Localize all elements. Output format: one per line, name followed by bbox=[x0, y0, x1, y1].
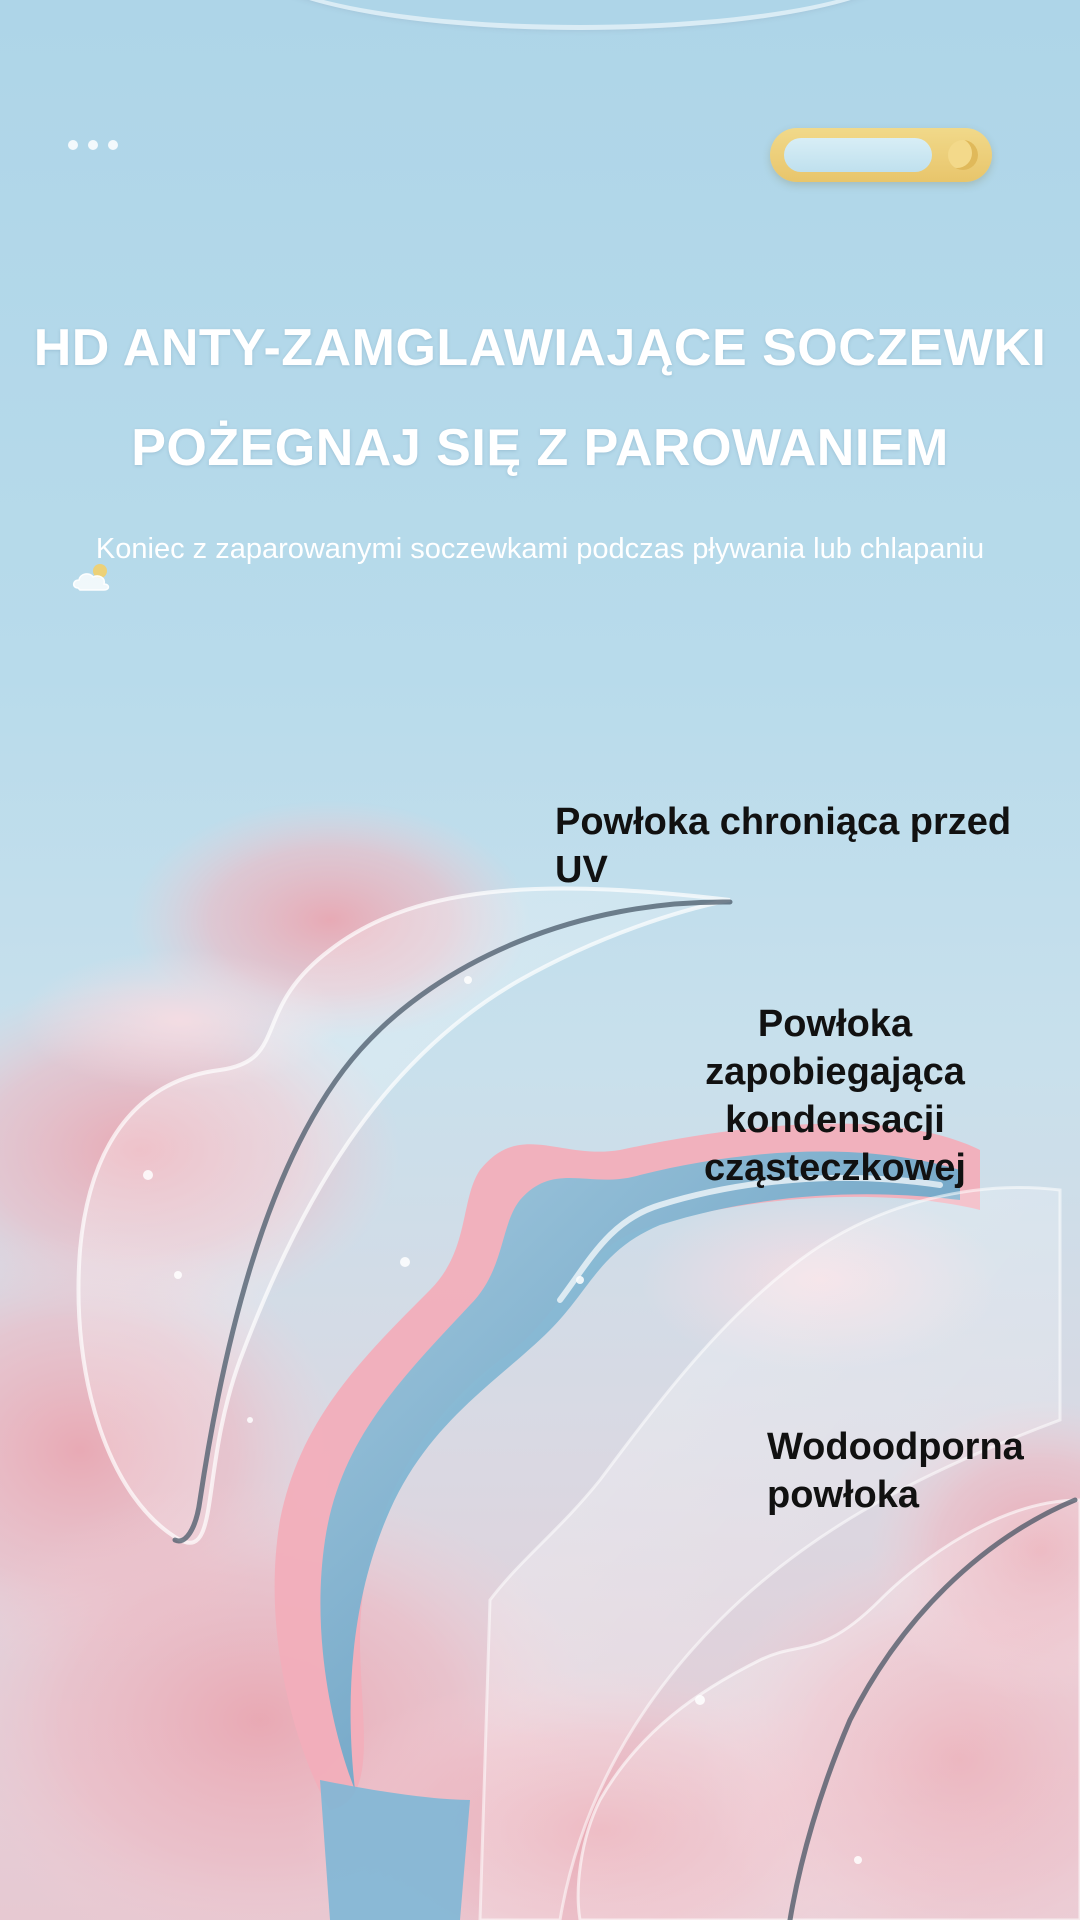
feature-label-line: UV bbox=[555, 849, 608, 891]
feature-label-line: cząsteczkowej bbox=[704, 1147, 966, 1189]
feature-label-line: Powłoka chroniąca przed bbox=[555, 801, 1012, 843]
dot bbox=[88, 140, 98, 150]
dot bbox=[108, 140, 118, 150]
toggle-track bbox=[784, 138, 932, 172]
cloud-sun-icon bbox=[70, 562, 118, 592]
toggle-switch-icon bbox=[770, 128, 992, 182]
toggle-knob bbox=[948, 140, 978, 170]
subtitle: Koniec z zaparowanymi soczewkami podczas pływania lub chlapaniu bbox=[95, 533, 985, 565]
feature-label-line: zapobiegająca bbox=[705, 1051, 965, 1093]
headline-line-2: POŻEGNAJ SIĘ Z PAROWANIEM bbox=[131, 419, 949, 477]
dot bbox=[68, 140, 78, 150]
headline-line-1: HD ANTY-ZAMGLAWIAJĄCE SOCZEWKI bbox=[33, 319, 1047, 377]
feature-label-line: powłoka bbox=[767, 1474, 920, 1516]
feature-waterproof-coating bbox=[767, 1423, 1057, 1519]
goggle-bottom-band bbox=[320, 1780, 470, 1920]
three-dots-icon bbox=[68, 140, 118, 150]
feature-label-line: kondensacji bbox=[725, 1099, 945, 1141]
feature-label-line: Wodoodporna bbox=[767, 1426, 1024, 1468]
feature-uv-coating bbox=[555, 798, 1035, 894]
feature-anti-condensation-coating bbox=[680, 1000, 990, 1192]
feature-label-line: Powłoka bbox=[757, 1003, 913, 1045]
